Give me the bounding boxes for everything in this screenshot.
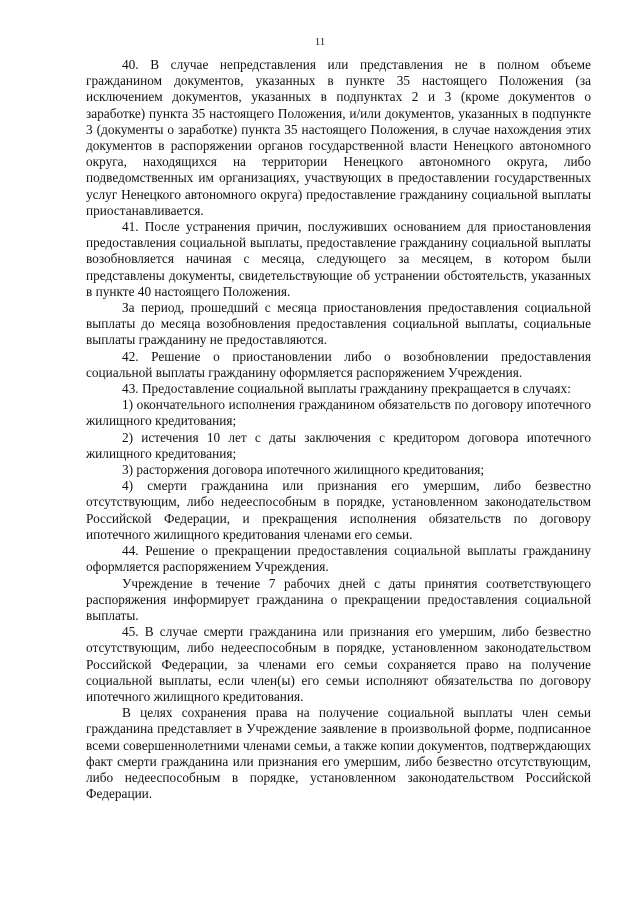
paragraph-43: 43. Предоставление социальной выплаты гражданину прекращается в случаях:: [122, 381, 571, 397]
page-number: 11: [314, 36, 326, 48]
list-item-43-4: 4) смерти гражданина или признания его умершим, либо безвестно отсутствующим, либо недееспособным в порядке, установленном законодательством Российской Федерации, и прекращения исполнения обязательств по договору ипотечного жилищного кредитования членами его семьи.: [86, 478, 591, 542]
paragraph-40: 40. В случае непредставления или представления не в полном объеме гражданином документов, указанных в пункте 35 настоящего Положения (за исключением документов, указанных в подпунктах 2 и 3 (кроме документов о заработке) пункта 35 настоящего Положения, и/или документов, указанных в подпункте 3 (документы о заработке) пункта 35 настоящего Положения, в случае нахождения этих документов в распоряжении органов государственной власти Ненецкого автономного округа, находящихся на территории Ненецкого автономного округа, либо подведомственных им организациях, участвующих в предоставлении государственных услуг Ненецкого автономного округа) предоставление гражданину социальной выплаты приостанавливается.: [86, 57, 591, 218]
document-body: [86, 57, 591, 802]
list-item-43-1: 1) окончательного исполнения гражданином обязательств по договору ипотечного жилищного кредитования;: [86, 397, 591, 429]
list-item-43-3: 3) расторжения договора ипотечного жилищного кредитования;: [122, 462, 485, 478]
paragraph-41-period: За период, прошедший с месяца приостановления предоставления социальной выплаты до месяца возобновления предоставления социальной выплаты, социальные выплаты гражданину не предоставляются.: [86, 300, 591, 348]
list-item-43-2: 2) истечения 10 лет с даты заключения с кредитором договора ипотечного жилищного кредитования;: [86, 429, 591, 461]
paragraph-42: 42. Решение о приостановлении либо о возобновлении предоставления социальной выплаты гражданину оформляется распоряжением Учреждения.: [86, 348, 591, 380]
paragraph-45: 45. В случае смерти гражданина или признания его умершим, либо безвестно отсутствующим, либо недееспособным в порядке, установленном законодательством Российской Федерации, за членами его семьи сохраняется право на получение социальной выплаты, если член(ы) его семьи исполняют обязательства по договору ипотечного жилищного кредитования.: [86, 624, 591, 704]
paragraph-44: 44. Решение о прекращении предоставления социальной выплаты гражданину оформляется распоряжением Учреждения.: [86, 543, 591, 575]
paragraph-45-application: В целях сохранения права на получение социальной выплаты член семьи гражданина представляет в Учреждение заявление в произвольной форме, подписанное всеми совершеннолетними членами семьи, а также копии документов, подтверждающих факт смерти гражданина или признания его умершим, либо безвестно отсутствующим, либо недееспособным в порядке, установленном законодательством Российской Федерации.: [86, 705, 591, 802]
paragraph-41: 41. После устранения причин, послуживших основанием для приостановления предоставления социальной выплаты, предоставление гражданину социальной выплаты возобновляется начиная с месяца, следующего за месяцем, в котором были представлены документы, свидетельствующие об устранении обстоятельств, указанных в пункте 40 настоящего Положения.: [86, 219, 591, 299]
paragraph-44-notice: Учреждение в течение 7 рабочих дней с даты принятия соответствующего распоряжения информирует гражданина о прекращении предоставления социальной выплаты.: [86, 575, 591, 623]
